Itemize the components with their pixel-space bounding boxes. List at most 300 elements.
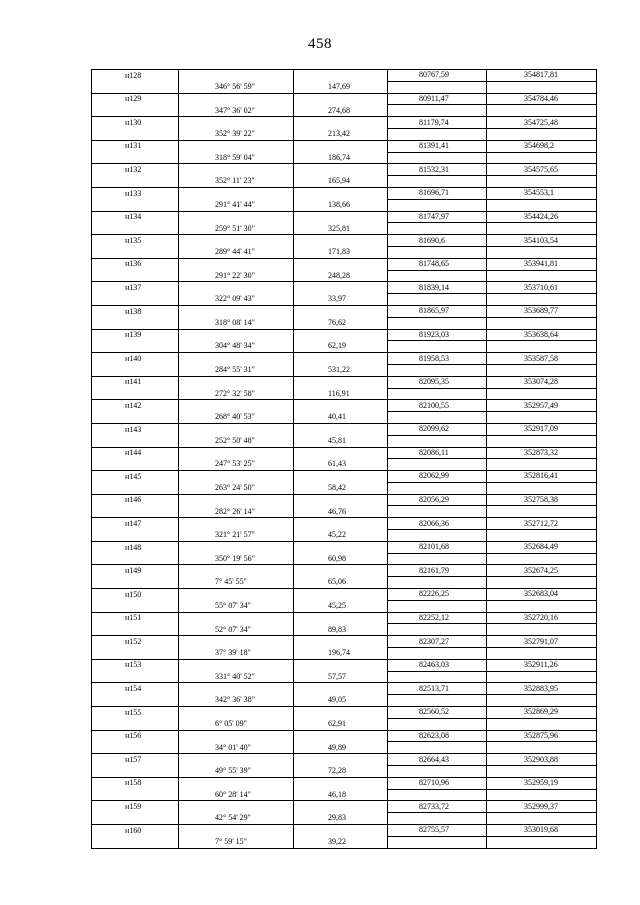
distance-cell: 45,22 [294,530,388,542]
empty-cell [294,541,388,553]
y-coordinate-cell: 352683,04 [487,589,597,601]
empty-cell [294,211,388,223]
point-row [92,565,597,577]
empty-cell [92,789,179,801]
distance-cell: 62,91 [294,718,388,730]
segment-row [92,294,597,306]
empty-cell [388,223,487,235]
empty-cell [92,648,179,660]
y-coordinate-cell: 354698,2 [487,140,597,152]
empty-cell [179,777,294,789]
point-row [92,117,597,129]
point-name-cell: н159 [92,801,179,813]
segment-row [92,199,597,211]
empty-cell [487,199,597,211]
point-name-cell: н144 [92,447,179,459]
empty-cell [92,624,179,636]
segment-row [92,813,597,825]
empty-cell [388,718,487,730]
empty-cell [487,600,597,612]
empty-cell [294,423,388,435]
distance-cell: 60,98 [294,553,388,565]
segment-row [92,553,597,565]
segment-row [92,412,597,424]
distance-cell: 39,22 [294,836,388,848]
point-name-cell: н139 [92,329,179,341]
distance-cell: 58,42 [294,482,388,494]
empty-cell [92,81,179,93]
distance-cell: 76,62 [294,317,388,329]
direction-angle-cell: 263° 24' 50" [179,482,294,494]
empty-cell [388,81,487,93]
distance-cell: 49,05 [294,695,388,707]
x-coordinate-cell: 82623,08 [388,730,487,742]
direction-angle-cell: 291° 41' 44" [179,199,294,211]
direction-angle-cell: 34° 01' 40" [179,742,294,754]
empty-cell [179,282,294,294]
empty-cell [487,553,597,565]
empty-cell [179,707,294,719]
empty-cell [388,671,487,683]
direction-angle-cell: 52° 07' 34" [179,624,294,636]
distance-cell: 61,43 [294,459,388,471]
empty-cell [487,695,597,707]
distance-cell: 40,41 [294,412,388,424]
empty-cell [388,317,487,329]
empty-cell [179,400,294,412]
segment-row [92,695,597,707]
empty-cell [487,412,597,424]
x-coordinate-cell: 82463,03 [388,659,487,671]
empty-cell [388,176,487,188]
empty-cell [294,282,388,294]
distance-cell: 65,06 [294,577,388,589]
segment-row [92,105,597,117]
direction-angle-cell: 282° 26' 14" [179,506,294,518]
direction-angle-cell: 7° 45' 55" [179,577,294,589]
empty-cell [487,270,597,282]
empty-cell [294,187,388,199]
empty-cell [487,506,597,518]
empty-cell [92,294,179,306]
direction-angle-cell: 322° 09' 43" [179,294,294,306]
point-row [92,211,597,223]
direction-angle-cell: 342° 36' 38" [179,695,294,707]
point-row [92,70,597,82]
point-name-cell: н149 [92,565,179,577]
empty-cell [294,707,388,719]
empty-cell [388,199,487,211]
point-name-cell: н136 [92,258,179,270]
y-coordinate-cell: 354725,48 [487,117,597,129]
x-coordinate-cell: 81865,97 [388,305,487,317]
empty-cell [388,695,487,707]
y-coordinate-cell: 352816,41 [487,471,597,483]
empty-cell [92,695,179,707]
empty-cell [92,671,179,683]
empty-cell [388,128,487,140]
segment-row [92,600,597,612]
point-row [92,683,597,695]
x-coordinate-cell: 82252,12 [388,612,487,624]
y-coordinate-cell: 353074,28 [487,376,597,388]
y-coordinate-cell: 353941,81 [487,258,597,270]
point-row [92,187,597,199]
x-coordinate-cell: 81747,97 [388,211,487,223]
empty-cell [294,353,388,365]
y-coordinate-cell: 352674,25 [487,565,597,577]
empty-cell [92,341,179,353]
empty-cell [388,152,487,164]
empty-cell [179,187,294,199]
empty-cell [388,270,487,282]
empty-cell [179,93,294,105]
empty-cell [294,777,388,789]
point-name-cell: н134 [92,211,179,223]
x-coordinate-cell: 82056,29 [388,494,487,506]
x-coordinate-cell: 82062,99 [388,471,487,483]
empty-cell [179,825,294,837]
distance-cell: 89,83 [294,624,388,636]
y-coordinate-cell: 353019,68 [487,825,597,837]
empty-cell [92,152,179,164]
distance-cell: 45,81 [294,435,388,447]
empty-cell [92,482,179,494]
x-coordinate-cell: 81839,14 [388,282,487,294]
empty-cell [294,518,388,530]
distance-cell: 248,28 [294,270,388,282]
direction-angle-cell: 247° 53' 25" [179,459,294,471]
empty-cell [487,341,597,353]
empty-cell [92,364,179,376]
empty-cell [92,577,179,589]
segment-row [92,718,597,730]
y-coordinate-cell: 354553,1 [487,187,597,199]
direction-angle-cell: 352° 39' 22" [179,128,294,140]
empty-cell [179,471,294,483]
empty-cell [487,152,597,164]
empty-cell [388,789,487,801]
segment-row [92,577,597,589]
segment-row [92,223,597,235]
segment-row [92,388,597,400]
point-row [92,659,597,671]
x-coordinate-cell: 82513,71 [388,683,487,695]
segment-row [92,766,597,778]
distance-cell: 49,89 [294,742,388,754]
y-coordinate-cell: 354817,81 [487,70,597,82]
direction-angle-cell: 49° 55' 39" [179,766,294,778]
point-row [92,400,597,412]
x-coordinate-cell: 82101,68 [388,541,487,553]
direction-angle-cell: 304° 48' 34" [179,341,294,353]
empty-cell [388,530,487,542]
coordinates-table [91,69,597,849]
point-name-cell: н145 [92,471,179,483]
distance-cell: 213,42 [294,128,388,140]
empty-cell [294,565,388,577]
y-coordinate-cell: 352873,32 [487,447,597,459]
y-coordinate-cell: 352957,49 [487,400,597,412]
empty-cell [294,825,388,837]
empty-cell [179,376,294,388]
direction-angle-cell: 318° 08' 14" [179,317,294,329]
y-coordinate-cell: 353689,77 [487,305,597,317]
empty-cell [487,388,597,400]
point-row [92,777,597,789]
x-coordinate-cell: 81179,74 [388,117,487,129]
x-coordinate-cell: 81958,53 [388,353,487,365]
empty-cell [487,648,597,660]
point-name-cell: н157 [92,754,179,766]
distance-cell: 46,76 [294,506,388,518]
empty-cell [179,730,294,742]
point-name-cell: н156 [92,730,179,742]
empty-cell [92,105,179,117]
x-coordinate-cell: 82733,72 [388,801,487,813]
point-name-cell: н147 [92,518,179,530]
point-row [92,93,597,105]
x-coordinate-cell: 81923,03 [388,329,487,341]
direction-angle-cell: 347° 36' 02" [179,105,294,117]
segment-row [92,364,597,376]
empty-cell [179,636,294,648]
empty-cell [294,447,388,459]
direction-angle-cell: 321° 21' 57" [179,530,294,542]
x-coordinate-cell: 81696,71 [388,187,487,199]
empty-cell [92,412,179,424]
point-name-cell: н158 [92,777,179,789]
empty-cell [487,459,597,471]
empty-cell [487,789,597,801]
x-coordinate-cell: 81532,31 [388,164,487,176]
empty-cell [92,742,179,754]
distance-cell: 57,57 [294,671,388,683]
empty-cell [92,246,179,258]
empty-cell [487,435,597,447]
point-name-cell: н146 [92,494,179,506]
x-coordinate-cell: 82710,96 [388,777,487,789]
x-coordinate-cell: 82099,62 [388,423,487,435]
x-coordinate-cell: 82086,11 [388,447,487,459]
empty-cell [487,81,597,93]
empty-cell [179,70,294,82]
direction-angle-cell: 252° 50' 48" [179,435,294,447]
distance-cell: 45,25 [294,600,388,612]
direction-angle-cell: 7° 59' 15" [179,836,294,848]
y-coordinate-cell: 354103,54 [487,235,597,247]
segment-row [92,317,597,329]
empty-cell [294,235,388,247]
point-name-cell: н148 [92,541,179,553]
empty-cell [487,364,597,376]
x-coordinate-cell: 81391,41 [388,140,487,152]
empty-cell [388,435,487,447]
empty-cell [92,128,179,140]
empty-cell [294,93,388,105]
direction-angle-cell: 272° 32' 58" [179,388,294,400]
y-coordinate-cell: 352712,72 [487,518,597,530]
point-name-cell: н160 [92,825,179,837]
point-row [92,494,597,506]
empty-cell [294,400,388,412]
empty-cell [294,754,388,766]
point-name-cell: н151 [92,612,179,624]
direction-angle-cell: 318° 59' 04" [179,152,294,164]
point-name-cell: н131 [92,140,179,152]
empty-cell [92,199,179,211]
direction-angle-cell: 268° 40' 53" [179,412,294,424]
y-coordinate-cell: 352911,26 [487,659,597,671]
point-row [92,353,597,365]
point-name-cell: н135 [92,235,179,247]
empty-cell [294,730,388,742]
y-coordinate-cell: 353710,61 [487,282,597,294]
y-coordinate-cell: 352917,09 [487,423,597,435]
point-row [92,305,597,317]
empty-cell [487,577,597,589]
point-name-cell: н142 [92,400,179,412]
empty-cell [487,317,597,329]
empty-cell [487,530,597,542]
distance-cell: 196,74 [294,648,388,660]
empty-cell [294,612,388,624]
empty-cell [179,565,294,577]
x-coordinate-cell: 81690,6 [388,235,487,247]
x-coordinate-cell: 81748,65 [388,258,487,270]
direction-angle-cell: 60° 28' 14" [179,789,294,801]
empty-cell [388,648,487,660]
distance-cell: 186,74 [294,152,388,164]
y-coordinate-cell: 354784,46 [487,93,597,105]
empty-cell [179,494,294,506]
point-row [92,801,597,813]
empty-cell [294,801,388,813]
y-coordinate-cell: 352684,49 [487,541,597,553]
empty-cell [179,211,294,223]
y-coordinate-cell: 352720,16 [487,612,597,624]
empty-cell [388,624,487,636]
point-name-cell: н152 [92,636,179,648]
empty-cell [294,471,388,483]
distance-cell: 116,91 [294,388,388,400]
empty-cell [179,353,294,365]
empty-cell [294,636,388,648]
segment-row [92,671,597,683]
y-coordinate-cell: 353638,64 [487,329,597,341]
empty-cell [388,600,487,612]
empty-cell [487,766,597,778]
distance-cell: 29,83 [294,813,388,825]
point-name-cell: н154 [92,683,179,695]
empty-cell [92,718,179,730]
direction-angle-cell: 6° 05' 09" [179,718,294,730]
empty-cell [487,482,597,494]
empty-cell [294,140,388,152]
segment-row [92,742,597,754]
direction-angle-cell: 346° 56' 59" [179,81,294,93]
empty-cell [179,518,294,530]
segment-row [92,176,597,188]
distance-cell: 138,66 [294,199,388,211]
x-coordinate-cell: 80911,47 [388,93,487,105]
empty-cell [179,589,294,601]
empty-cell [179,117,294,129]
empty-cell [388,341,487,353]
empty-cell [487,294,597,306]
point-row [92,235,597,247]
point-row [92,423,597,435]
empty-cell [179,140,294,152]
y-coordinate-cell: 354575,65 [487,164,597,176]
empty-cell [487,105,597,117]
x-coordinate-cell: 82307,27 [388,636,487,648]
point-name-cell: н140 [92,353,179,365]
empty-cell [294,589,388,601]
empty-cell [179,683,294,695]
point-name-cell: н153 [92,659,179,671]
direction-angle-cell: 291° 22' 30" [179,270,294,282]
empty-cell [92,506,179,518]
y-coordinate-cell: 352883,95 [487,683,597,695]
empty-cell [487,718,597,730]
y-coordinate-cell: 352869,29 [487,707,597,719]
empty-cell [179,305,294,317]
point-row [92,754,597,766]
empty-cell [487,246,597,258]
x-coordinate-cell: 82560,52 [388,707,487,719]
y-coordinate-cell: 352903,88 [487,754,597,766]
point-name-cell: н138 [92,305,179,317]
empty-cell [92,435,179,447]
segment-row [92,506,597,518]
direction-angle-cell: 284° 55' 31" [179,364,294,376]
point-name-cell: н143 [92,423,179,435]
direction-angle-cell: 37° 39' 18" [179,648,294,660]
empty-cell [388,482,487,494]
empty-cell [487,813,597,825]
distance-cell: 46,18 [294,789,388,801]
empty-cell [388,388,487,400]
segment-row [92,530,597,542]
empty-cell [388,294,487,306]
empty-cell [179,423,294,435]
point-row [92,164,597,176]
segment-row [92,246,597,258]
empty-cell [487,176,597,188]
empty-cell [179,541,294,553]
empty-cell [179,801,294,813]
empty-cell [388,577,487,589]
y-coordinate-cell: 352875,96 [487,730,597,742]
empty-cell [92,270,179,282]
point-row [92,589,597,601]
point-row [92,282,597,294]
empty-cell [388,742,487,754]
y-coordinate-cell: 352791,07 [487,636,597,648]
empty-cell [294,305,388,317]
empty-cell [487,836,597,848]
coordinates-table-body [92,70,597,849]
empty-cell [388,813,487,825]
empty-cell [92,553,179,565]
point-row [92,825,597,837]
point-row [92,258,597,270]
segment-row [92,152,597,164]
segment-row [92,836,597,848]
point-row [92,707,597,719]
x-coordinate-cell: 82066,36 [388,518,487,530]
